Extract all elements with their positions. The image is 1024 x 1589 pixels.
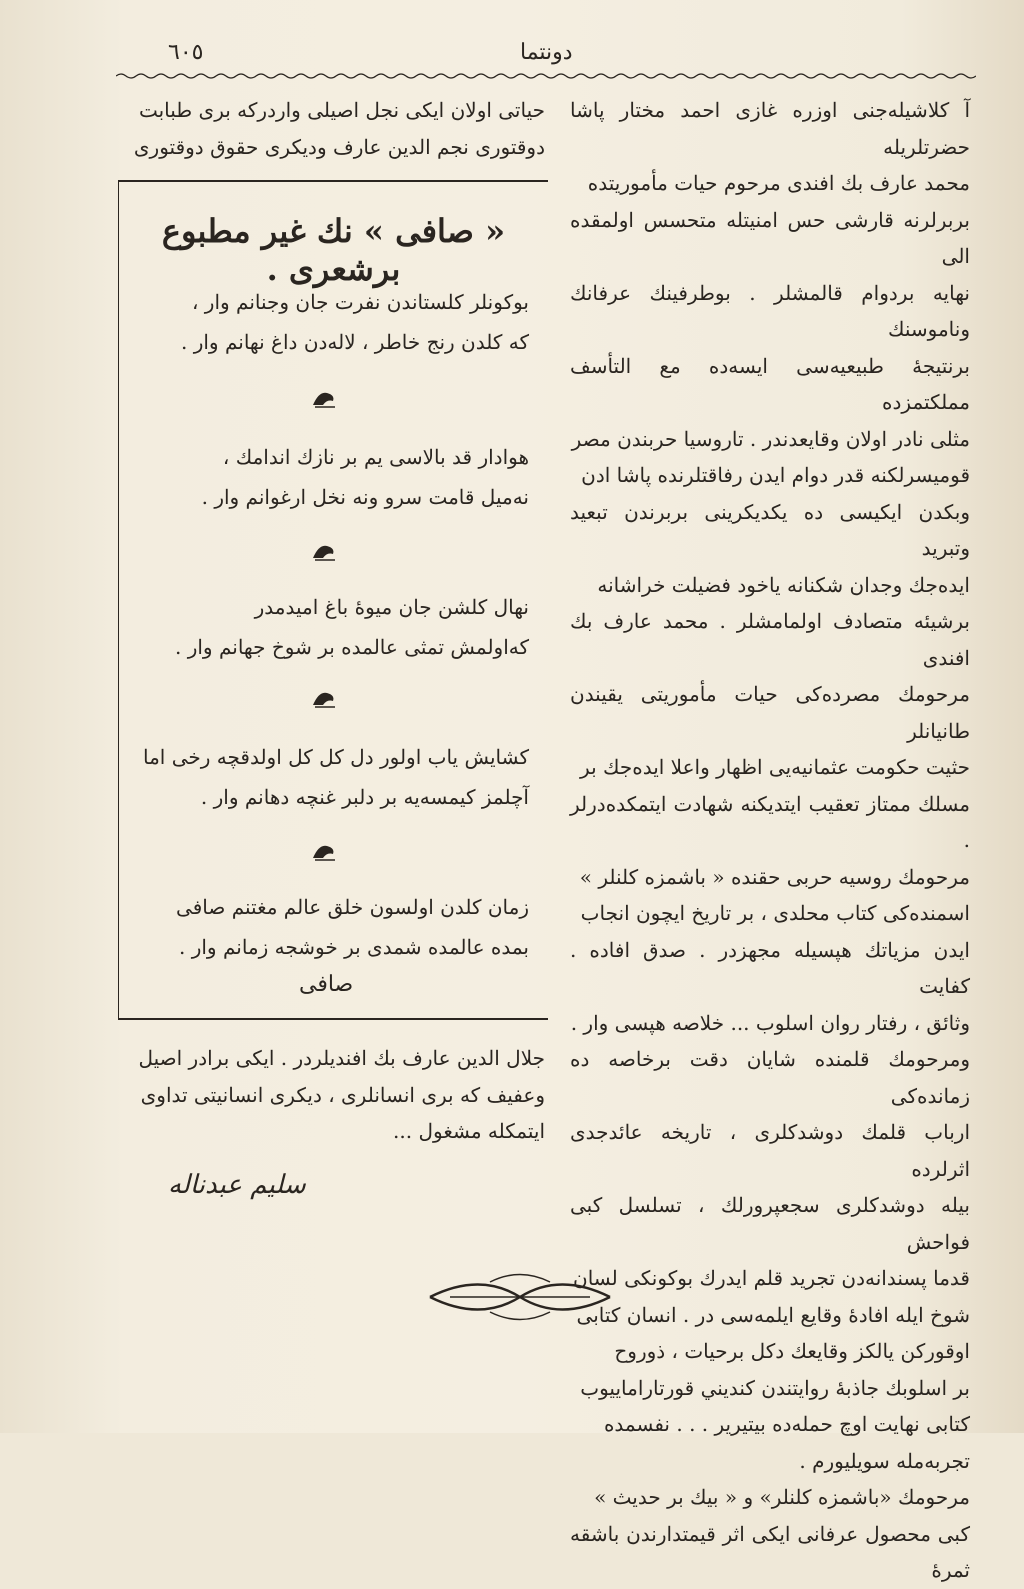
running-title: دونتما: [520, 40, 573, 65]
fleuron-icon: [309, 687, 339, 709]
verse-line: كه‌اولمش تمثى عالمده بر شوخ جهانم وار .: [175, 635, 529, 659]
text-line: برشيئه متصادف اولمامشلر . محمد عارف بك افندى: [570, 609, 970, 670]
text-line: اسمنده‌كى كتاب محلدى ، بر تاريخ ايچون انجاب: [580, 901, 970, 925]
couplet: [149, 437, 529, 517]
text-line: قوميسرلكنه قدر دوام ايدن رفاقتلرنده پاشا ادن: [581, 463, 970, 487]
left-column-top: [130, 92, 545, 165]
text-line: ايدن مزياتك هپسيله مجهزدر . صدق افاده . كفايت: [570, 937, 970, 998]
text-line: وبكدن ايكيسى ده يكديكرينى بربرندن تبعيد وتبريد: [570, 499, 970, 560]
text-line: وعفيف كه برى انسانلرى ، ديكرى انسانيتى تداوى: [140, 1082, 545, 1107]
end-ornament-icon: [420, 1262, 620, 1332]
fleuron-icon: [309, 540, 339, 562]
poet-signature: صافى: [299, 972, 354, 997]
text-line: بيله دوشدكلرى سجعپرورلك ، تسلسل كبى فواحش: [570, 1193, 970, 1254]
text-line: شوخ ايله افادهٔ وقايع ايلمه‌سى در . انسان كتابى: [576, 1302, 970, 1327]
text-line: حثيت حكومت عثمانيه‌يى اظهار واعلا ايده‌جك بر: [580, 755, 970, 779]
couplet: [149, 887, 529, 967]
text-line: مثلى نادر اولان وقايعدندر . تاروسيا حربندن مصر: [571, 426, 970, 451]
fleuron-icon: [309, 840, 339, 862]
verse-line: كه كلدن رنج خاطر ، لاله‌دن داغ نهانم وار .: [181, 330, 529, 354]
verse-line: نهال كلشن جان ميوهٔ باغ اميدمدر: [254, 595, 529, 619]
couplet: [149, 282, 529, 362]
text-line: ايده‌جك وجدان شكنانه ياخود فضيلت خراشانه: [597, 572, 970, 597]
text-line: وثائق ، رفتار روان اسلوب ... خلاصه هپسى وار .: [570, 1010, 970, 1035]
text-line: بربرلرنه قارشى حس امنيتله متحسس اولمقده الى: [570, 207, 970, 268]
text-line: اوقوركن يالكز وقايعك دكل برحيات ، ذوروح: [614, 1339, 970, 1363]
text-line: تجربه‌مله سويليورم .: [799, 1448, 970, 1473]
text-line: حياتى اولان ايكى نجل اصيلى واردركه برى طبابت: [138, 98, 545, 122]
text-line: مسلك ممتاز تعقيب ايتديكنه شهادت ايتمكده‌درلر .: [570, 791, 970, 852]
text-line: مرحومك مصرده‌كى حيات مأموريتى يقيندن طانيانلر: [570, 682, 970, 743]
text-line: ارباب قلمك دوشدكلرى ، تاريخه عائدجدى اثرلرده: [570, 1120, 970, 1181]
poem-title: « صافى » نك غير مطبوع برشعرى .: [161, 212, 506, 288]
left-column-bottom: [130, 1040, 545, 1150]
text-line: بر اسلوبك جاذبهٔ روايتندن كنديني قورتاراماييوب: [580, 1375, 970, 1400]
text-line: جلال الدين عارف بك افنديلردر . ايكى برادر اصيل: [138, 1046, 545, 1070]
author-signature: سليم عبدناله: [168, 1170, 306, 1200]
text-line: مرحومك روسيه حربى حقنده « باشمزه كلنلر »: [579, 864, 970, 889]
page-number: ٦٠٥: [168, 40, 204, 65]
couplet: [149, 587, 529, 667]
verse-line: بمده عالمده شمدى بر خوشجه زمانم وار .: [179, 935, 529, 959]
text-line: كتابى نهايت اوچ حمله‌ده بيتيرير . . . نفسمده: [603, 1412, 970, 1436]
verse-line: هوادار قد بالاسى يم بر نازك اندامك ،: [222, 445, 529, 469]
text-line: محمد عارف بك افندى مرحوم حيات مأموريتده: [587, 171, 970, 195]
text-line: دوقتورى نجم الدين عارف وديكرى حقوق دوقتورى: [133, 134, 545, 159]
text-line: ومرحومك قلمنده شايان دقت برخاصه ده زمانده‌كى: [570, 1047, 970, 1108]
poem-box: [118, 180, 548, 1020]
text-line: نهايه بردوام قالمشلر . بوطرفينك عرفانك وناموسنك: [570, 280, 970, 341]
verse-line: كشايش ياب اولور دل كل كل اولدقچه رخى اما: [143, 745, 529, 769]
fleuron-icon: [309, 387, 339, 409]
right-column: [570, 92, 970, 1589]
text-line: مرحومك «باشمزه كلنلر» و « بيك بر حديث »: [594, 1485, 970, 1509]
verse-line: بوكونلر كلستاندن نفرت جان وجنانم وار ،: [191, 290, 529, 314]
verse-line: نه‌ميل قامت سرو ونه نخل ارغوانم وار .: [201, 485, 529, 509]
text-line: آ كلاشيله‌جنى اوزره غازى احمد مختار پاشا حضرتلريله: [570, 98, 970, 159]
text-line: قدما پسندانه‌دن تجريد قلم ايدرك بوكونكى لسان: [573, 1266, 970, 1290]
couplet: [143, 737, 529, 817]
verse-line: آچلمز كيمسه‌يه بر دلبر غنچه دهانم وار .: [200, 785, 529, 809]
text-line: كبى محصول عرفانى ايكى اثر قيمتدارندن باشقه ثمرهٔ: [570, 1521, 970, 1582]
text-line: برنتيجهٔ طبيعيه‌سى ايسه‌ده مع التأسف مملكتمزده: [570, 353, 970, 414]
header-rule: [116, 72, 976, 80]
text-line: ايتمكله مشغول ...: [393, 1119, 545, 1143]
verse-line: زمان كلدن اولسون خلق عالم مغتنم صافى: [176, 895, 529, 919]
